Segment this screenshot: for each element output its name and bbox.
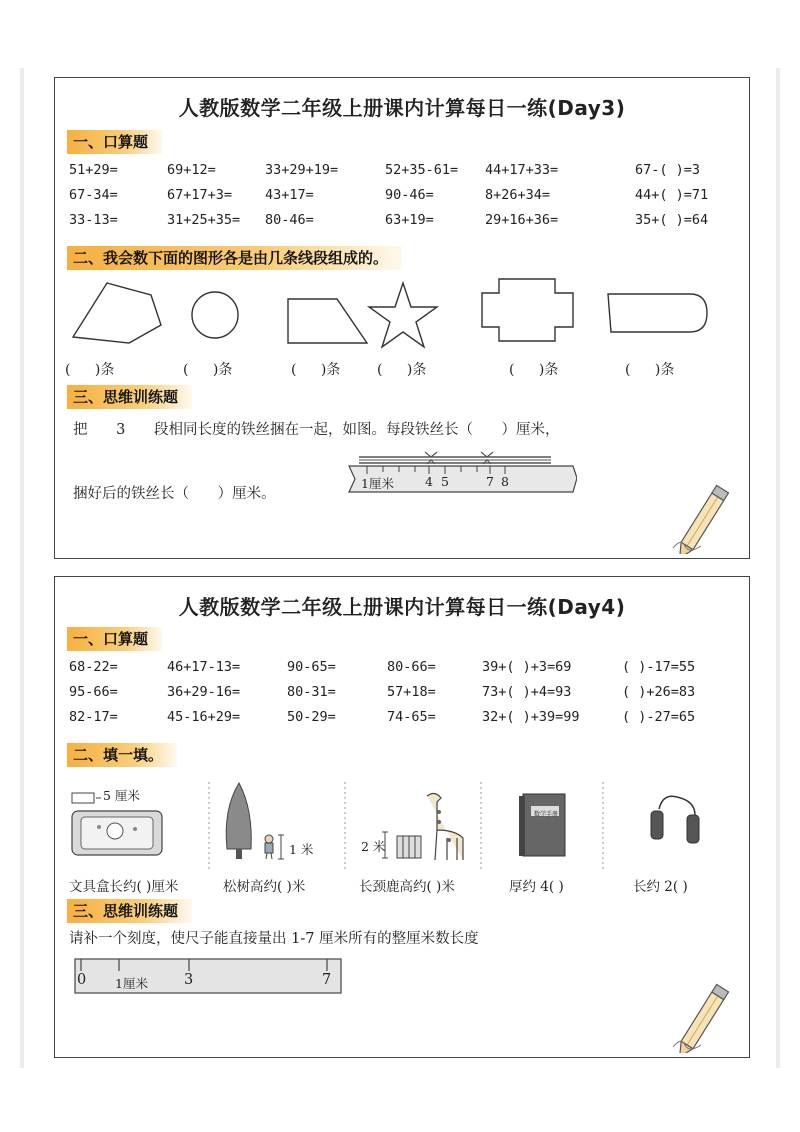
trapezoid-shape xyxy=(285,295,371,347)
fill-caption: 松树高约( )米 xyxy=(223,879,306,895)
calc-item: 52+35-61= xyxy=(385,162,459,178)
fill-caption: 文具盒长约( )厘米 xyxy=(69,879,179,895)
circle-shape xyxy=(189,289,241,341)
question-text: 捆好后的铁丝长（ ）厘米。 xyxy=(73,486,276,502)
calc-item: 32+( )+39=99 xyxy=(482,709,580,725)
section-heading: 一、口算题 xyxy=(67,130,162,154)
answer-blank[interactable]: ( )条 xyxy=(183,362,233,378)
calc-item: ( )-17=55 xyxy=(622,659,696,675)
calc-item: 63+19= xyxy=(385,212,434,228)
calc-item: 44+( )=71 xyxy=(635,187,709,203)
calc-item: 35+( )=64 xyxy=(635,212,709,228)
fill-caption: 长颈鹿高约( )米 xyxy=(359,879,455,895)
ruler-tick-label: 8 xyxy=(501,474,509,489)
calc-item: 80-66= xyxy=(387,659,436,675)
pencil-icon xyxy=(667,476,747,554)
ruler-tick-label: 5 xyxy=(441,474,449,489)
calc-item: 95-66= xyxy=(69,684,118,700)
calc-item: 67-( )=3 xyxy=(635,162,701,178)
pencil-icon xyxy=(667,975,747,1053)
calc-item: 68-22= xyxy=(69,659,118,675)
calc-item: 45-16+29= xyxy=(167,709,241,725)
calc-item: 69+12= xyxy=(167,162,216,178)
section-heading: 三、思维训练题 xyxy=(67,899,192,923)
page-edge xyxy=(20,68,24,1068)
calc-item: 90-65= xyxy=(287,659,336,675)
calc-item: 44+17+33= xyxy=(485,162,559,178)
calc-grid xyxy=(69,162,739,228)
ruler-tick-label: 0 xyxy=(77,972,87,988)
calc-item: 82-17= xyxy=(69,709,118,725)
section-heading: 二、填一填。 xyxy=(67,743,177,767)
worksheet-title: 人教版数学二年级上册课内计算每日一练(Day4) xyxy=(178,595,626,619)
calc-item: 80-46= xyxy=(265,212,314,228)
section-heading: 三、思维训练题 xyxy=(67,385,192,409)
page-edge xyxy=(776,68,780,1068)
calc-item: 8+26+34= xyxy=(485,187,551,203)
calc-item: 46+17-13= xyxy=(167,659,241,675)
answer-blank[interactable]: ( )条 xyxy=(377,362,427,378)
calc-item: 57+18= xyxy=(387,684,436,700)
calc-item: 90-46= xyxy=(385,187,434,203)
cross-shape xyxy=(479,277,577,345)
ruler-unit-label: 1厘米 xyxy=(361,476,394,491)
worksheet-day4 xyxy=(54,576,750,1058)
dimension-label: 2 米 xyxy=(361,839,386,854)
calc-item: 36+29-16= xyxy=(167,684,241,700)
ruler-tick-label: 7 xyxy=(322,972,332,988)
calc-item: 73+( )+4=93 xyxy=(482,684,572,700)
calc-item: 74-65= xyxy=(387,709,436,725)
fill-caption: 厚约 4( ) xyxy=(509,879,564,895)
answer-blank[interactable]: ( )条 xyxy=(291,362,341,378)
calc-item: 67-34= xyxy=(69,187,118,203)
calc-item: 31+25+35= xyxy=(167,212,241,228)
dimension-label: 5 厘米 xyxy=(103,788,140,803)
ruler-unit-label: 1厘米 xyxy=(115,976,148,991)
calc-grid xyxy=(69,659,739,725)
answer-blank[interactable]: ( )条 xyxy=(625,362,675,378)
arrow-shape xyxy=(605,291,711,335)
calc-item: 80-31= xyxy=(287,684,336,700)
fill-caption: 长约 2( ) xyxy=(633,879,688,895)
calc-item: 39+( )+3=69 xyxy=(482,659,572,675)
question-text: 把 3 段相同长度的铁丝捆在一起，如图。每段铁丝长（ ）厘米， xyxy=(73,422,560,438)
worksheet-title: 人教版数学二年级上册课内计算每日一练(Day3) xyxy=(178,96,626,120)
answer-blank[interactable]: ( )条 xyxy=(65,362,115,378)
calc-item: 33-13= xyxy=(69,212,118,228)
calc-item: 29+16+36= xyxy=(485,212,559,228)
giraffe-picture xyxy=(377,782,473,864)
section-heading: 二、我会数下面的图形各是由几条线段组成的。 xyxy=(67,246,402,270)
calc-item: ( )-27=65 xyxy=(622,709,696,725)
star-shape xyxy=(367,281,439,349)
ruler-picture xyxy=(73,955,345,997)
ruler-tick-label: 4 xyxy=(425,474,433,489)
section-heading: 一、口算题 xyxy=(67,627,162,651)
calc-item: 67+17+3= xyxy=(167,187,233,203)
ruler-tick-label: 3 xyxy=(184,972,194,988)
calc-item: 33+29+19= xyxy=(265,162,339,178)
answer-blank[interactable]: ( )条 xyxy=(509,362,559,378)
book-title: 数学手册 xyxy=(534,811,559,818)
calc-item: ( )+26=83 xyxy=(622,684,696,700)
math-handbook-picture xyxy=(515,790,575,860)
calc-item: 51+29= xyxy=(69,162,118,178)
worksheet-day3 xyxy=(54,77,750,559)
ruler-tick-label: 7 xyxy=(486,474,494,489)
jump-rope-picture xyxy=(643,791,723,861)
pentagon-shape xyxy=(69,281,165,345)
question-text: 请补一个刻度，使尺子能直接量出 1-7 厘米所有的整厘米数长度 xyxy=(69,931,479,947)
dimension-label: 1 米 xyxy=(289,842,314,857)
calc-item: 50-29= xyxy=(287,709,336,725)
calc-item: 43+17= xyxy=(265,187,314,203)
